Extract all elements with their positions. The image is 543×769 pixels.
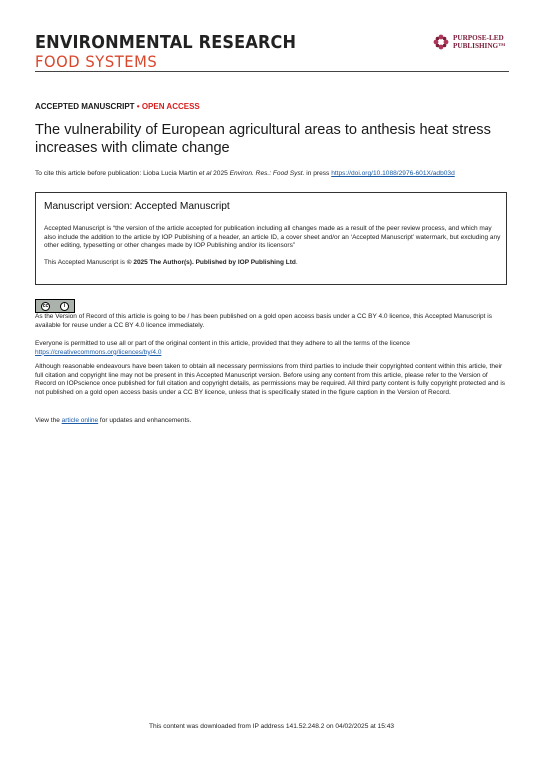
attribution-icon: i [60,302,69,311]
article-status-label [35,102,200,111]
doi-link[interactable]: https://doi.org/10.1088/2976-601X/adb03d [331,170,455,177]
publisher-flower-icon [433,34,449,50]
citation-year: 2025 [211,170,230,177]
open-access-label: OPEN ACCESS [141,102,200,111]
journal-title [35,33,319,71]
publisher-line1: PURPOSE-LED [453,34,504,42]
download-footer: This content was downloaded from IP address 141.52.248.2 on 04/02/2025 at 15:43 [148,723,395,730]
copyright-prefix: This Accepted Manuscript is [44,259,127,266]
journal-title-line1: ENVIRONMENTAL RESEARCH [35,33,297,53]
copyright-suffix: . [295,259,298,266]
citation-in-press: in press [304,170,332,177]
article-title: The vulnerability of European agricultural areas to anthesis heat stress increases with climate change [35,122,491,156]
citation-prefix: To cite this article before publication: Lioba Lucia Martin [35,170,199,177]
accepted-manuscript-label: ACCEPTED MANUSCRIPT [35,102,135,111]
citation-journal: Environ. Res.: Food Syst. [229,170,305,177]
copyright-line [44,259,298,266]
view-online-line [35,417,507,426]
version-of-record-paragraph: As the Version of Record of this article is going to be / has been published on a gold open access basis under a CC BY 4.0 licence, this Accepted Manuscript is available for reuse under a CC BY 4.0 licence immediately. [35,313,492,329]
header-divider [35,71,509,72]
third-party-content-paragraph: Although reasonable endeavours have been taken to obtain all necessary permissions from third parties to include their copyrighted content within this article, their full citation and copyright line may not be present in this Accepted Manuscript version. Before using any content from this article, please refer to the Version of Record on IOPscience once published for full citation and copyright details, as permissions may be required. All third party content is fully copyright protected and is not published on a gold open access basis under a CC BY licence, unless that is specifically stated in the figure caption in the Version of Record. [35,363,506,396]
article-online-link[interactable]: article online [61,417,99,424]
cc-by-license-badge[interactable] [35,299,75,313]
journal-title-line2: FOOD SYSTEMS [35,52,158,71]
manuscript-version-title: Manuscript version: Accepted Manuscript [44,201,230,212]
permission-text: Everyone is permitted to use all or part of the original content in this article, provided that they adhere to all the terms of the licence [35,340,411,347]
cc-icon: cc [42,302,49,309]
copyright-statement: © 2025 The Author(s). Published by IOP Publishing Ltd [126,259,296,266]
view-suffix: for updates and enhancements. [98,417,192,424]
citation-line [35,170,515,177]
publisher-line2: PUBLISHING™ [453,42,506,50]
manuscript-version-box [35,192,507,285]
manuscript-version-description: Accepted Manuscript is “the version of the article accepted for publication including all changes made as a result of the peer review process, and which may also include the addition to the article by IOP Publishing of a header, an article ID, a cover sheet and/or an ‘Accepted Manuscript’ watermark, but excluding any other editing, typesetting or other changes made by IOP Publishing and/or its licensors” [44,225,501,250]
view-prefix: View the [35,417,62,424]
status-separator: • [134,102,142,111]
permission-paragraph [35,340,507,357]
publisher-logo [433,34,505,50]
citation-etal: et al [198,170,212,177]
licence-link[interactable]: https://creativecommons.org/licences/by/4.0 [35,348,162,356]
